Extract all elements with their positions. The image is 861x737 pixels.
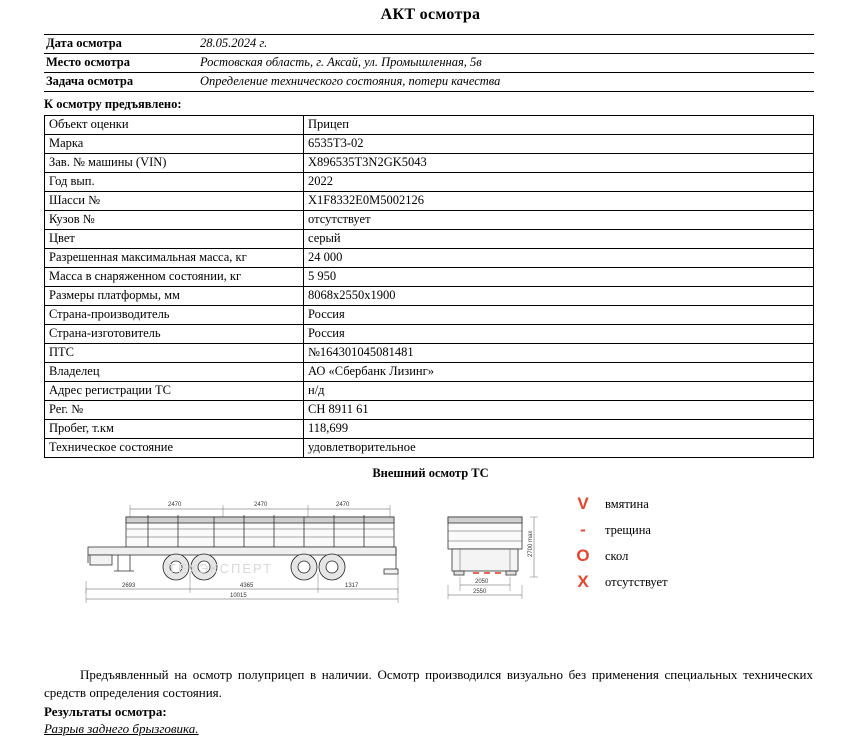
spec-key: Кузов № [45, 211, 304, 230]
spec-value: 24 000 [304, 249, 814, 268]
header-label: Задача осмотра [44, 73, 176, 92]
spec-key: Размеры платформы, мм [45, 287, 304, 306]
legend-label: отсутствует [605, 574, 668, 589]
table-row [45, 382, 814, 401]
table-row [45, 211, 814, 230]
legend-label: скол [605, 548, 629, 563]
spec-key: Год вып. [45, 173, 304, 192]
table-row [44, 73, 814, 92]
svg-text:4365: 4365 [240, 583, 254, 589]
spec-value: 6535Т3-02 [304, 135, 814, 154]
spec-value: 118,699 [304, 420, 814, 439]
missing-icon: X [577, 572, 589, 591]
svg-text:10015: 10015 [230, 593, 247, 599]
table-row [45, 420, 814, 439]
table-row [45, 154, 814, 173]
spec-key: Адрес регистрации ТС [45, 382, 304, 401]
crack-icon: - [580, 520, 586, 539]
table-row [45, 230, 814, 249]
spec-value: 2022 [304, 173, 814, 192]
table-row [45, 173, 814, 192]
svg-text:2470: 2470 [336, 502, 350, 508]
table-row [44, 54, 814, 73]
svg-text:2693: 2693 [122, 583, 136, 589]
header-value: Определение технического состояния, потери качества [176, 73, 814, 92]
spec-key: Владелец [45, 363, 304, 382]
damage-legend [565, 491, 668, 595]
spec-key: Зав. № машины (VIN) [45, 154, 304, 173]
vehicle-drawing [0, 485, 861, 660]
spec-value: серый [304, 230, 814, 249]
document-page [0, 6, 861, 737]
spec-value: 5 950 [304, 268, 814, 287]
results-title: Результаты осмотра: [44, 704, 167, 720]
legend-item [565, 543, 668, 569]
table-row [44, 35, 814, 54]
table-row [45, 287, 814, 306]
watermark-text: ТЕХЭКСПЕРТ [168, 561, 274, 576]
table-row [45, 306, 814, 325]
spec-value: Россия [304, 306, 814, 325]
table-row [45, 116, 814, 135]
legend-item [565, 517, 668, 543]
svg-text:2050: 2050 [475, 579, 489, 585]
spec-key: Шасси № [45, 192, 304, 211]
spec-value: 8068x2550x1900 [304, 287, 814, 306]
spec-key: Масса в снаряженном состоянии, кг [45, 268, 304, 287]
spec-value: н/д [304, 382, 814, 401]
header-value: 28.05.2024 г. [176, 35, 814, 54]
spec-value: АО «Сбербанк Лизинг» [304, 363, 814, 382]
specification-table [44, 115, 814, 458]
spec-value: Россия [304, 325, 814, 344]
legend-label: трещина [605, 522, 651, 537]
spec-value: №164301045081481 [304, 344, 814, 363]
svg-text:2470: 2470 [168, 502, 182, 508]
result-item: Разрыв заднего брызговика. [44, 721, 199, 737]
presented-title: К осмотру предъявлено: [44, 97, 182, 111]
spec-value: Прицеп [304, 116, 814, 135]
page-title: АКТ осмотра [380, 6, 481, 23]
header-value: Ростовская область, г. Аксай, ул. Промышленная, 5в [176, 54, 814, 73]
legend-item [565, 569, 668, 595]
spec-key: Разрешенная максимальная масса, кг [45, 249, 304, 268]
legend-label: вмятина [605, 496, 649, 511]
spec-key: Объект оценки [45, 116, 304, 135]
table-row [45, 135, 814, 154]
external-inspection-title: Внешний осмотр ТС [372, 466, 489, 480]
header-label: Место осмотра [44, 54, 176, 73]
spec-value: X896535T3N2GK5043 [304, 154, 814, 173]
spec-key: Рег. № [45, 401, 304, 420]
header-info-table [44, 34, 814, 92]
table-row [45, 325, 814, 344]
table-row [45, 439, 814, 458]
svg-text:2470: 2470 [254, 502, 268, 508]
table-row [45, 344, 814, 363]
spec-key: Страна-изготовитель [45, 325, 304, 344]
svg-text:1317: 1317 [345, 583, 359, 589]
trailer-schematic-svg [18, 485, 578, 660]
chip-icon: O [576, 546, 590, 565]
table-row [45, 268, 814, 287]
table-row [45, 401, 814, 420]
header-label: Дата осмотра [44, 35, 176, 54]
inspection-paragraph: Предъявленный на осмотр полуприцеп в наличии. Осмотр производился визуально без применения специальных технических средств определения состояния. [44, 667, 813, 700]
spec-value: СН 8911 61 [304, 401, 814, 420]
spec-value: X1F8332E0M5002126 [304, 192, 814, 211]
spec-value: отсутствует [304, 211, 814, 230]
legend-item [565, 491, 668, 517]
spec-key: Пробег, т.км [45, 420, 304, 439]
spec-key: Цвет [45, 230, 304, 249]
spec-key: Техническое состояние [45, 439, 304, 458]
spec-value: удовлетворительное [304, 439, 814, 458]
spec-key: Марка [45, 135, 304, 154]
spec-key: Страна-производитель [45, 306, 304, 325]
dent-icon: V [577, 494, 589, 513]
svg-text:2700 max: 2700 max [528, 530, 534, 557]
spec-key: ПТС [45, 344, 304, 363]
table-row [45, 363, 814, 382]
table-row [45, 192, 814, 211]
svg-text:2550: 2550 [473, 589, 487, 595]
table-row [45, 249, 814, 268]
